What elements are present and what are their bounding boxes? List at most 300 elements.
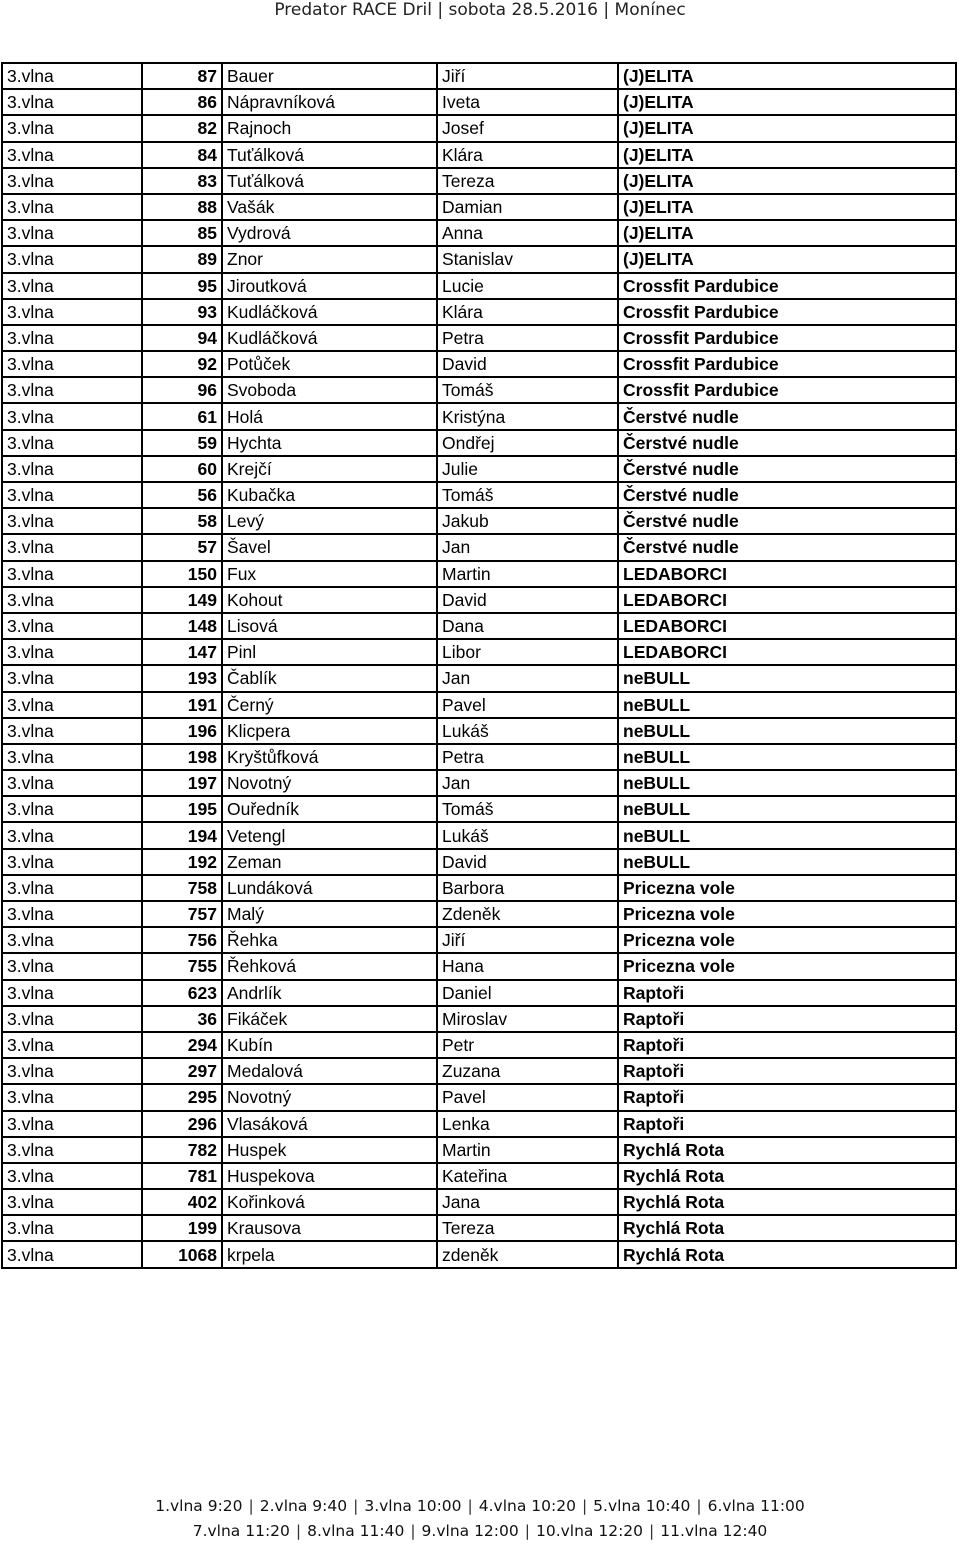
table-row: [2, 63, 956, 89]
wave-cell: 3.vlna: [2, 115, 142, 141]
last-name-cell: Kryštůfková: [222, 744, 437, 770]
wave-cell: 3.vlna: [2, 875, 142, 901]
wave-cell: 3.vlna: [2, 796, 142, 822]
first-name-cell: Jiří: [437, 63, 618, 89]
wave-cell: 3.vlna: [2, 901, 142, 927]
bib-number-cell: 61: [142, 403, 222, 429]
table-row: [2, 273, 956, 299]
last-name-cell: Medalová: [222, 1058, 437, 1084]
wave-cell: 3.vlna: [2, 613, 142, 639]
separator: |: [649, 1522, 655, 1540]
team-cell: LEDABORCI: [618, 587, 956, 613]
team-cell: (J)ELITA: [618, 115, 956, 141]
bib-number-cell: 623: [142, 980, 222, 1006]
table-row: [2, 456, 956, 482]
team-cell: neBULL: [618, 770, 956, 796]
table-row: [2, 849, 956, 875]
wave-cell: 3.vlna: [2, 273, 142, 299]
bib-number-cell: 755: [142, 953, 222, 979]
wave-cell: 3.vlna: [2, 377, 142, 403]
last-name-cell: Potůček: [222, 351, 437, 377]
table-row: [2, 115, 956, 141]
first-name-cell: Pavel: [437, 1084, 618, 1110]
team-cell: Rychlá Rota: [618, 1241, 956, 1267]
table-row: [2, 89, 956, 115]
first-name-cell: Daniel: [437, 980, 618, 1006]
first-name-cell: Lukáš: [437, 718, 618, 744]
bib-number-cell: 782: [142, 1137, 222, 1163]
last-name-cell: Řehka: [222, 927, 437, 953]
table-row: [2, 168, 956, 194]
first-name-cell: Zuzana: [437, 1058, 618, 1084]
last-name-cell: Andrlík: [222, 980, 437, 1006]
wave-cell: 3.vlna: [2, 1163, 142, 1189]
team-cell: Crossfit Pardubice: [618, 377, 956, 403]
table-row: [2, 194, 956, 220]
first-name-cell: Martin: [437, 561, 618, 587]
wave-time: 5.vlna 10:40: [593, 1497, 691, 1515]
bib-number-cell: 402: [142, 1189, 222, 1215]
first-name-cell: Damian: [437, 194, 618, 220]
table-row: [2, 1241, 956, 1267]
table-row: [2, 220, 956, 246]
team-cell: Čerstvé nudle: [618, 508, 956, 534]
table-row: [2, 665, 956, 691]
wave-cell: 3.vlna: [2, 744, 142, 770]
first-name-cell: Stanislav: [437, 246, 618, 272]
table-row: [2, 927, 956, 953]
wave-cell: 3.vlna: [2, 456, 142, 482]
table-row: [2, 482, 956, 508]
bib-number-cell: 149: [142, 587, 222, 613]
first-name-cell: Tomáš: [437, 796, 618, 822]
last-name-cell: Kudláčková: [222, 325, 437, 351]
bib-number-cell: 95: [142, 273, 222, 299]
team-cell: Pricezna vole: [618, 927, 956, 953]
wave-cell: 3.vlna: [2, 849, 142, 875]
first-name-cell: Jana: [437, 1189, 618, 1215]
last-name-cell: Tuťálková: [222, 168, 437, 194]
last-name-cell: Vetengl: [222, 822, 437, 848]
first-name-cell: Zdeněk: [437, 901, 618, 927]
first-name-cell: Anna: [437, 220, 618, 246]
bib-number-cell: 756: [142, 927, 222, 953]
last-name-cell: Novotný: [222, 1084, 437, 1110]
bib-number-cell: 82: [142, 115, 222, 141]
team-cell: Raptoři: [618, 1032, 956, 1058]
wave-cell: 3.vlna: [2, 1084, 142, 1110]
table-row: [2, 587, 956, 613]
start-list-table: [1, 62, 957, 1269]
last-name-cell: Kudláčková: [222, 299, 437, 325]
table-row: [2, 1084, 956, 1110]
first-name-cell: Dana: [437, 613, 618, 639]
team-cell: neBULL: [618, 849, 956, 875]
team-cell: Čerstvé nudle: [618, 482, 956, 508]
bib-number-cell: 147: [142, 639, 222, 665]
table-row: [2, 508, 956, 534]
bib-number-cell: 297: [142, 1058, 222, 1084]
table-row: [2, 980, 956, 1006]
wave-time: 1.vlna 9:20: [155, 1497, 243, 1515]
team-cell: Raptoři: [618, 980, 956, 1006]
first-name-cell: Martin: [437, 1137, 618, 1163]
team-cell: (J)ELITA: [618, 142, 956, 168]
first-name-cell: David: [437, 587, 618, 613]
wave-cell: 3.vlna: [2, 718, 142, 744]
bib-number-cell: 92: [142, 351, 222, 377]
first-name-cell: Lucie: [437, 273, 618, 299]
bib-number-cell: 93: [142, 299, 222, 325]
first-name-cell: Jan: [437, 534, 618, 560]
bib-number-cell: 88: [142, 194, 222, 220]
table-row: [2, 1032, 956, 1058]
bib-number-cell: 57: [142, 534, 222, 560]
bib-number-cell: 781: [142, 1163, 222, 1189]
bib-number-cell: 85: [142, 220, 222, 246]
wave-cell: 3.vlna: [2, 1032, 142, 1058]
table-row: [2, 325, 956, 351]
team-cell: Raptoři: [618, 1058, 956, 1084]
first-name-cell: Ondřej: [437, 430, 618, 456]
wave-cell: 3.vlna: [2, 1006, 142, 1032]
table-row: [2, 1215, 956, 1241]
wave-cell: 3.vlna: [2, 770, 142, 796]
team-cell: Rychlá Rota: [618, 1215, 956, 1241]
table-row: [2, 639, 956, 665]
bib-number-cell: 56: [142, 482, 222, 508]
wave-cell: 3.vlna: [2, 246, 142, 272]
wave-cell: 3.vlna: [2, 953, 142, 979]
bib-number-cell: 758: [142, 875, 222, 901]
page-title: Predator RACE Dril | sobota 28.5.2016 | Monínec: [274, 0, 686, 20]
last-name-cell: Huspekova: [222, 1163, 437, 1189]
last-name-cell: Kubačka: [222, 482, 437, 508]
team-cell: (J)ELITA: [618, 168, 956, 194]
wave-cell: 3.vlna: [2, 299, 142, 325]
team-cell: LEDABORCI: [618, 639, 956, 665]
bib-number-cell: 196: [142, 718, 222, 744]
first-name-cell: Tomáš: [437, 377, 618, 403]
team-cell: neBULL: [618, 692, 956, 718]
wave-cell: 3.vlna: [2, 430, 142, 456]
wave-time: 2.vlna 9:40: [259, 1497, 348, 1515]
separator: |: [524, 1522, 530, 1540]
last-name-cell: Krausova: [222, 1215, 437, 1241]
table-row: [2, 299, 956, 325]
first-name-cell: Petra: [437, 325, 618, 351]
first-name-cell: Lukáš: [437, 822, 618, 848]
wave-cell: 3.vlna: [2, 561, 142, 587]
wave-time: 8.vlna 11:40: [307, 1522, 405, 1540]
team-cell: Raptoři: [618, 1084, 956, 1110]
separator: |: [353, 1497, 359, 1515]
wave-cell: 3.vlna: [2, 927, 142, 953]
bib-number-cell: 94: [142, 325, 222, 351]
wave-time: 9.vlna 12:00: [421, 1522, 519, 1540]
team-cell: neBULL: [618, 744, 956, 770]
wave-cell: 3.vlna: [2, 587, 142, 613]
table-row: [2, 901, 956, 927]
wave-cell: 3.vlna: [2, 639, 142, 665]
team-cell: (J)ELITA: [618, 89, 956, 115]
bib-number-cell: 757: [142, 901, 222, 927]
table-row: [2, 953, 956, 979]
first-name-cell: Pavel: [437, 692, 618, 718]
bib-number-cell: 192: [142, 849, 222, 875]
bib-number-cell: 89: [142, 246, 222, 272]
team-cell: Pricezna vole: [618, 953, 956, 979]
wave-time: 10.vlna 12:20: [535, 1522, 644, 1540]
team-cell: LEDABORCI: [618, 613, 956, 639]
first-name-cell: Libor: [437, 639, 618, 665]
bib-number-cell: 194: [142, 822, 222, 848]
table-row: [2, 796, 956, 822]
separator: |: [696, 1497, 702, 1515]
team-cell: Rychlá Rota: [618, 1189, 956, 1215]
last-name-cell: Čablík: [222, 665, 437, 691]
wave-cell: 3.vlna: [2, 1189, 142, 1215]
last-name-cell: Svoboda: [222, 377, 437, 403]
first-name-cell: Klára: [437, 299, 618, 325]
last-name-cell: Rajnoch: [222, 115, 437, 141]
separator: |: [410, 1522, 416, 1540]
bib-number-cell: 150: [142, 561, 222, 587]
last-name-cell: Černý: [222, 692, 437, 718]
wave-time: 3.vlna 10:00: [364, 1497, 462, 1515]
wave-cell: 3.vlna: [2, 1058, 142, 1084]
last-name-cell: Kubín: [222, 1032, 437, 1058]
bib-number-cell: 36: [142, 1006, 222, 1032]
first-name-cell: Hana: [437, 953, 618, 979]
bib-number-cell: 87: [142, 63, 222, 89]
team-cell: (J)ELITA: [618, 63, 956, 89]
table-row: [2, 1006, 956, 1032]
last-name-cell: Zeman: [222, 849, 437, 875]
table-row: [2, 534, 956, 560]
last-name-cell: Lundáková: [222, 875, 437, 901]
wave-cell: 3.vlna: [2, 89, 142, 115]
table-row: [2, 351, 956, 377]
team-cell: neBULL: [618, 822, 956, 848]
table-row: [2, 822, 956, 848]
last-name-cell: Novotný: [222, 770, 437, 796]
last-name-cell: Vydrová: [222, 220, 437, 246]
team-cell: (J)ELITA: [618, 220, 956, 246]
team-cell: LEDABORCI: [618, 561, 956, 587]
last-name-cell: Fux: [222, 561, 437, 587]
wave-cell: 3.vlna: [2, 482, 142, 508]
wave-cell: 3.vlna: [2, 692, 142, 718]
wave-cell: 3.vlna: [2, 63, 142, 89]
table-row: [2, 744, 956, 770]
wave-schedule-line-2: [0, 1522, 960, 1540]
team-cell: Crossfit Pardubice: [618, 273, 956, 299]
wave-schedule-line-1: [0, 1497, 960, 1515]
first-name-cell: Jan: [437, 770, 618, 796]
separator: |: [248, 1497, 254, 1515]
wave-time: 6.vlna 11:00: [707, 1497, 805, 1515]
first-name-cell: David: [437, 351, 618, 377]
separator: |: [467, 1497, 473, 1515]
first-name-cell: Petr: [437, 1032, 618, 1058]
first-name-cell: zdeněk: [437, 1241, 618, 1267]
first-name-cell: Tereza: [437, 1215, 618, 1241]
team-cell: Pricezna vole: [618, 901, 956, 927]
first-name-cell: Klára: [437, 142, 618, 168]
team-cell: Raptoři: [618, 1006, 956, 1032]
separator: |: [581, 1497, 588, 1515]
bib-number-cell: 148: [142, 613, 222, 639]
wave-cell: 3.vlna: [2, 665, 142, 691]
bib-number-cell: 96: [142, 377, 222, 403]
last-name-cell: Hychta: [222, 430, 437, 456]
team-cell: Raptoři: [618, 1111, 956, 1137]
team-cell: Crossfit Pardubice: [618, 325, 956, 351]
wave-cell: 3.vlna: [2, 980, 142, 1006]
bib-number-cell: 197: [142, 770, 222, 796]
bib-number-cell: 58: [142, 508, 222, 534]
table-row: [2, 1163, 956, 1189]
table-row: [2, 718, 956, 744]
first-name-cell: Lenka: [437, 1111, 618, 1137]
team-cell: (J)ELITA: [618, 246, 956, 272]
separator: |: [295, 1522, 302, 1540]
table-row: [2, 1111, 956, 1137]
wave-cell: 3.vlna: [2, 351, 142, 377]
table-row: [2, 770, 956, 796]
team-cell: neBULL: [618, 796, 956, 822]
first-name-cell: Tereza: [437, 168, 618, 194]
last-name-cell: Bauer: [222, 63, 437, 89]
team-cell: Crossfit Pardubice: [618, 351, 956, 377]
last-name-cell: Lisová: [222, 613, 437, 639]
bib-number-cell: 294: [142, 1032, 222, 1058]
team-cell: Crossfit Pardubice: [618, 299, 956, 325]
first-name-cell: Kristýna: [437, 403, 618, 429]
table-row: [2, 561, 956, 587]
last-name-cell: Klicpera: [222, 718, 437, 744]
bib-number-cell: 1068: [142, 1241, 222, 1267]
table-row: [2, 403, 956, 429]
table-row: [2, 142, 956, 168]
start-list-body: [2, 63, 956, 1268]
last-name-cell: Nápravníková: [222, 89, 437, 115]
team-cell: Pricezna vole: [618, 875, 956, 901]
bib-number-cell: 60: [142, 456, 222, 482]
table-row: [2, 377, 956, 403]
last-name-cell: Fikáček: [222, 1006, 437, 1032]
team-cell: (J)ELITA: [618, 194, 956, 220]
last-name-cell: Malý: [222, 901, 437, 927]
bib-number-cell: 83: [142, 168, 222, 194]
wave-cell: 3.vlna: [2, 403, 142, 429]
last-name-cell: Vlasáková: [222, 1111, 437, 1137]
table-row: [2, 1058, 956, 1084]
team-cell: Rychlá Rota: [618, 1137, 956, 1163]
wave-cell: 3.vlna: [2, 142, 142, 168]
team-cell: Čerstvé nudle: [618, 534, 956, 560]
table-row: [2, 246, 956, 272]
wave-time: 11.vlna 12:40: [660, 1522, 768, 1540]
first-name-cell: Barbora: [437, 875, 618, 901]
wave-cell: 3.vlna: [2, 168, 142, 194]
bib-number-cell: 84: [142, 142, 222, 168]
wave-cell: 3.vlna: [2, 1215, 142, 1241]
bib-number-cell: 199: [142, 1215, 222, 1241]
last-name-cell: Pinl: [222, 639, 437, 665]
wave-cell: 3.vlna: [2, 534, 142, 560]
first-name-cell: Miroslav: [437, 1006, 618, 1032]
last-name-cell: Levý: [222, 508, 437, 534]
first-name-cell: Josef: [437, 115, 618, 141]
last-name-cell: Holá: [222, 403, 437, 429]
last-name-cell: Kořinková: [222, 1189, 437, 1215]
wave-cell: 3.vlna: [2, 220, 142, 246]
bib-number-cell: 198: [142, 744, 222, 770]
table-row: [2, 875, 956, 901]
last-name-cell: Znor: [222, 246, 437, 272]
last-name-cell: Krejčí: [222, 456, 437, 482]
bib-number-cell: 59: [142, 430, 222, 456]
first-name-cell: Kateřina: [437, 1163, 618, 1189]
bib-number-cell: 295: [142, 1084, 222, 1110]
wave-time: 4.vlna 10:20: [478, 1497, 576, 1515]
wave-cell: 3.vlna: [2, 194, 142, 220]
wave-time: 7.vlna 11:20: [192, 1522, 290, 1540]
team-cell: Rychlá Rota: [618, 1163, 956, 1189]
table-row: [2, 692, 956, 718]
wave-cell: 3.vlna: [2, 1111, 142, 1137]
first-name-cell: Tomáš: [437, 482, 618, 508]
last-name-cell: krpela: [222, 1241, 437, 1267]
table-row: [2, 613, 956, 639]
last-name-cell: Řehková: [222, 953, 437, 979]
first-name-cell: Julie: [437, 456, 618, 482]
bib-number-cell: 86: [142, 89, 222, 115]
first-name-cell: Jan: [437, 665, 618, 691]
first-name-cell: Jakub: [437, 508, 618, 534]
last-name-cell: Vašák: [222, 194, 437, 220]
team-cell: neBULL: [618, 718, 956, 744]
wave-cell: 3.vlna: [2, 508, 142, 534]
wave-cell: 3.vlna: [2, 325, 142, 351]
last-name-cell: Ouředník: [222, 796, 437, 822]
table-row: [2, 1137, 956, 1163]
first-name-cell: Jiří: [437, 927, 618, 953]
team-cell: neBULL: [618, 665, 956, 691]
wave-cell: 3.vlna: [2, 1241, 142, 1267]
bib-number-cell: 191: [142, 692, 222, 718]
first-name-cell: Iveta: [437, 89, 618, 115]
table-row: [2, 1189, 956, 1215]
wave-cell: 3.vlna: [2, 1137, 142, 1163]
team-cell: Čerstvé nudle: [618, 430, 956, 456]
first-name-cell: David: [437, 849, 618, 875]
last-name-cell: Kohout: [222, 587, 437, 613]
table-row: [2, 430, 956, 456]
bib-number-cell: 296: [142, 1111, 222, 1137]
last-name-cell: Huspek: [222, 1137, 437, 1163]
first-name-cell: Petra: [437, 744, 618, 770]
last-name-cell: Šavel: [222, 534, 437, 560]
bib-number-cell: 195: [142, 796, 222, 822]
bib-number-cell: 193: [142, 665, 222, 691]
team-cell: Čerstvé nudle: [618, 456, 956, 482]
last-name-cell: Tuťálková: [222, 142, 437, 168]
wave-cell: 3.vlna: [2, 822, 142, 848]
team-cell: Čerstvé nudle: [618, 403, 956, 429]
